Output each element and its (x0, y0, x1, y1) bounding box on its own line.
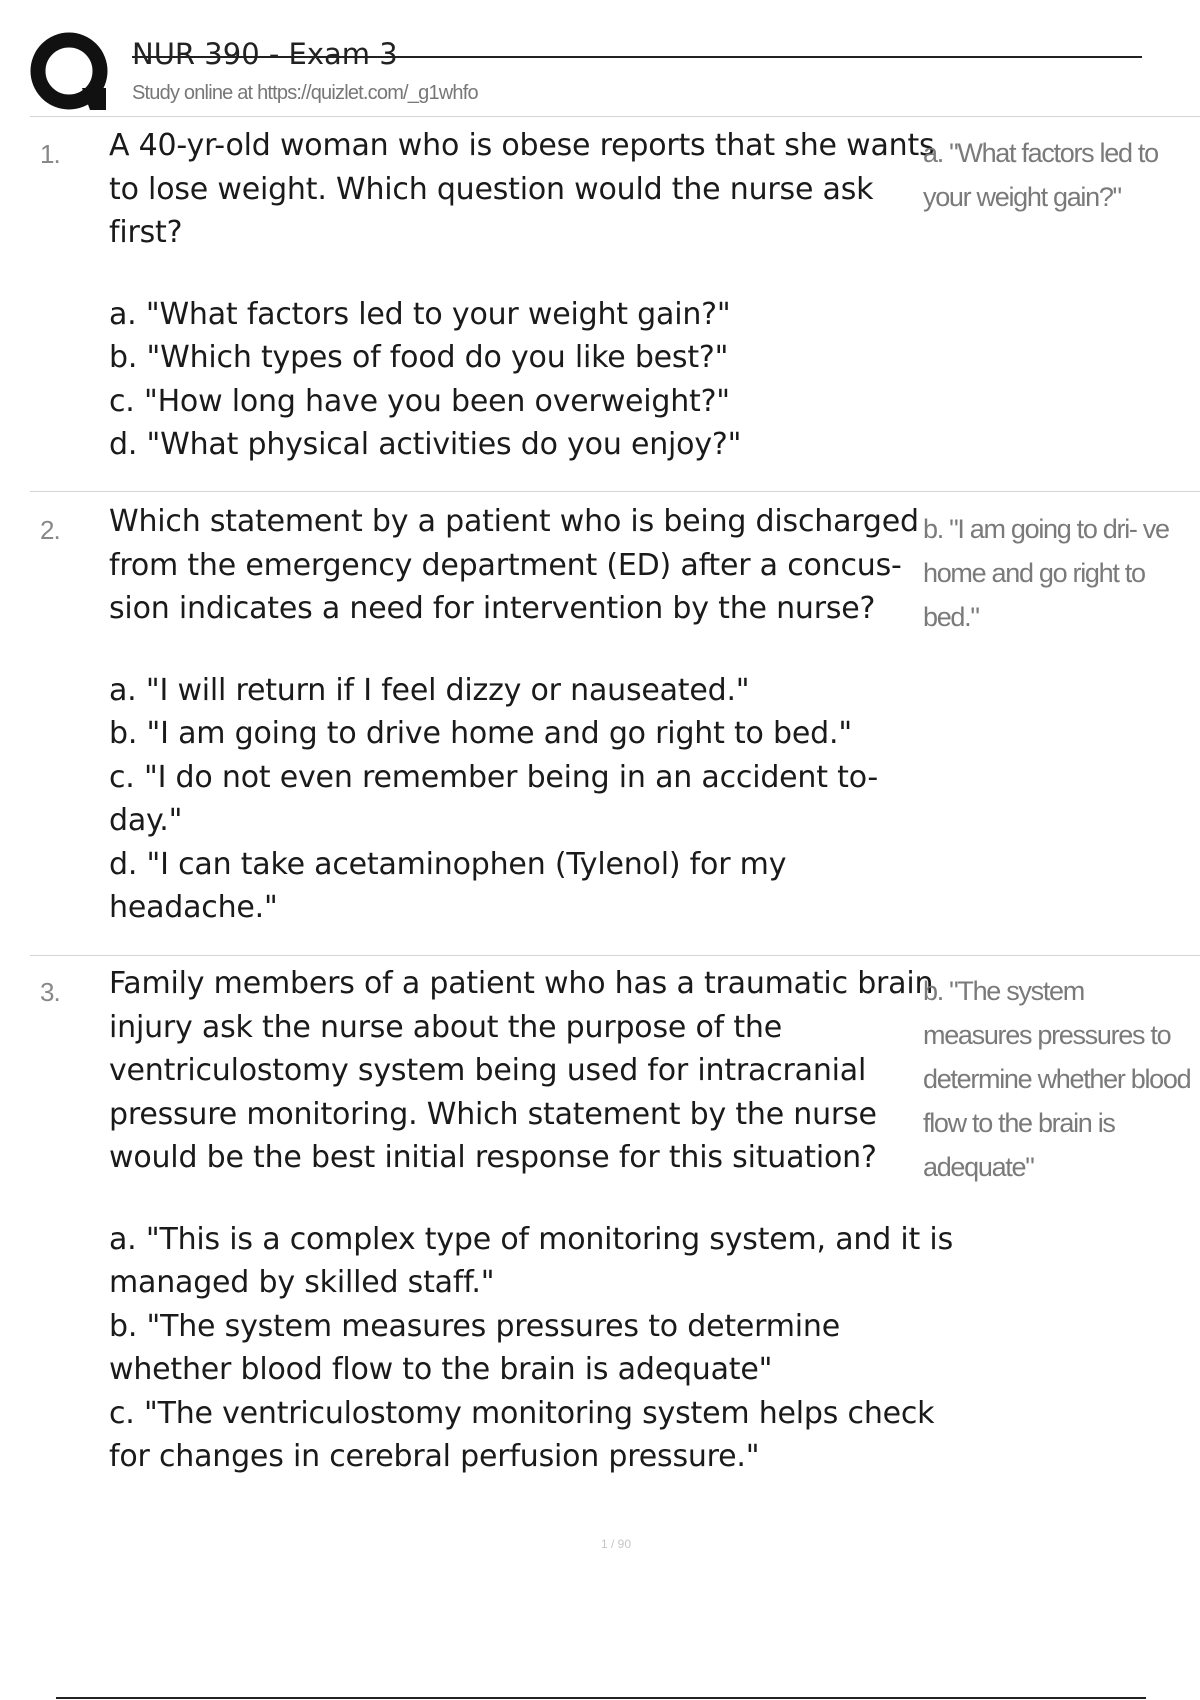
option-list (109, 293, 954, 467)
question-text: A 40-yr-old woman who is obese reports that she wants to lose weight. Which question would the nurse ask first? (109, 128, 935, 250)
option-a: a. "I will return if I feel dizzy or nauseated." (109, 672, 750, 708)
option-c: c. "I do not even remember being in an accident to- day." (109, 759, 879, 838)
card-number: 1. (40, 139, 60, 169)
card-term (109, 962, 954, 1479)
flashcard-1 (30, 124, 1200, 492)
page-number: 1 / 90 (600, 1537, 632, 1551)
option-list (109, 669, 954, 930)
header-divider (30, 116, 1200, 117)
title-strike-rule (132, 56, 1142, 58)
study-online-link[interactable]: Study online at https://quizlet.com/_g1whfo (132, 82, 478, 104)
document-header (0, 0, 1200, 118)
option-a: a. "What factors led to your weight gain?" (109, 296, 731, 332)
option-c: c. "The ventriculostomy monitoring system helps check for changes in cerebral perfusion pressure." (109, 1395, 935, 1474)
option-list (109, 1218, 954, 1479)
question-text: Which statement by a patient who is being discharged from the emergency department (ED) after a concus- sion indicates a need for intervention by the nurse? (109, 504, 919, 626)
question-text: Family members of a patient who has a traumatic brain injury ask the nurse about the purpose of the ventriculostomy system being used for intracranial pressure monitoring. Which statement by the nurse would be the best initial response for this situation? (109, 966, 934, 1175)
card-number: 3. (40, 977, 60, 1007)
option-a: a. "This is a complex type of monitoring system, and it is managed by skilled staff." (109, 1221, 954, 1300)
card-divider (30, 491, 1200, 492)
option-d: d. "I can take acetaminophen (Tylenol) for my headache." (109, 846, 787, 925)
card-divider (30, 955, 1200, 956)
option-b: b. "I am going to drive home and go right to bed." (109, 716, 852, 751)
card-answer: b. "I am going to dri- ve home and go right to bed." (923, 514, 1169, 632)
option-b: b. "Which types of food do you like best?" (109, 340, 729, 375)
card-term (109, 124, 954, 467)
quizlet-q-logo-icon (30, 32, 112, 114)
card-number: 2. (40, 515, 60, 545)
footer-rule (56, 1697, 1146, 1699)
flashcard-3 (30, 962, 1200, 1502)
card-answer: a. "What factors led to your weight gain?" (923, 138, 1158, 212)
option-d: d. "What physical activities do you enjoy?" (109, 427, 742, 462)
card-term (109, 500, 954, 930)
card-answer: b. "The system measures pressures to determine whether blood flow to the brain is adequate" (923, 976, 1191, 1182)
flashcard-2 (30, 500, 1200, 956)
option-c: c. "How long have you been overweight?" (109, 383, 730, 419)
option-b: b. "The system measures pressures to determine whether blood flow to the brain is adequate" (109, 1308, 841, 1387)
document-title: NUR 390 - Exam 3 (132, 37, 398, 71)
